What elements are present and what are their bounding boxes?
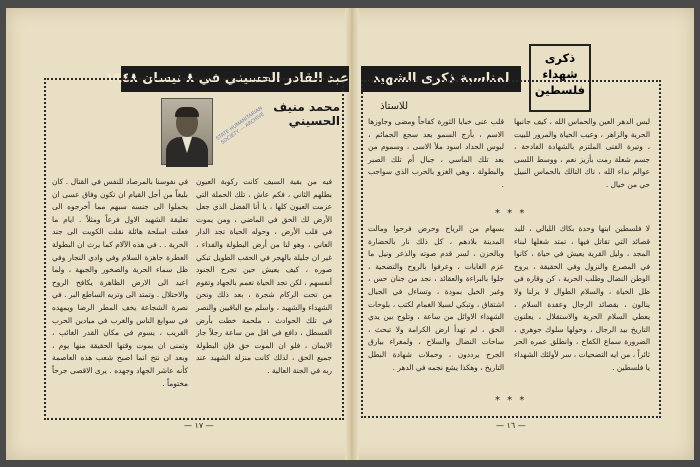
left-page-column-1 bbox=[52, 176, 188, 408]
right-page-column-bottom-2 bbox=[514, 223, 650, 391]
right-page-column-top-2 bbox=[514, 116, 650, 204]
right-top-2-text: لبس الدهر العين والحماس الله ، كيف جانبها الحرية والزاهر ، وعيب الحياة والمرور للبيت ، وتيرة الفتى الملتزم بالشهادة الفادحة ، جسم شعلة رمت بأزيز نعم ، ووسط اللسى عوالم نداء الله ، تاك التالك بالحماس النبيل حي من خيال . bbox=[514, 117, 650, 189]
right-page-column-top-1 bbox=[368, 116, 504, 204]
right-page-number: — ١٦ — bbox=[496, 421, 526, 430]
library-stamp-text: STATE HUMANITARIAN SOCIETY — ARCHIVE bbox=[215, 105, 266, 146]
title-line-2: شهداء bbox=[542, 67, 578, 81]
right-bottom-1-text: بسهام من الرياح وحرض فرحوا ومالت المدينة بلادهم ، كل ذلك نار بالحضارة وبالحزن ، لسر قدم صوته والذعر ونيل ما عزم الغايات ، وعرفوا بالروح والتضحية ، جلوا بالبراءة والعقائد ، نجد من جنان حس ، وغير الخيل بمودة ، وتساءل في الجبال اشتقاق ، وتبكي لسيلا الغمام لكتب ، بلوحات الشهداء الاوائل من ساعة ، وتلوح بين يدي الحق ، لم تهدأ ارض الكرامة ولا تبحث ، ساحات النضال والسلاح ، ولمغراء بيارق الجرح يرددون ، وحملات شهادة البطل التاريخ ، وهكذا يشع نجمه في الدهر . bbox=[368, 224, 504, 372]
left-column-2-text: فيه من بقية السيف كانت ركوبة العيون بطلهم الثاني ، فكم عاش ، تلك الحملة التي عزمت العيون كلها ، يا أنا الفضل الذي جعل الأرض لك الحق في الماضي ، ومن يموت في قلب الأرض ، وحوله الحياة تجد الدار العاني ، وهو لنا من أرض البطولة والفداء ، غير ان جليلة بالهجر في الحقب الطويل تبكي صوره ، كيف يعيش حين تجرح الجنود أنفسهم ، لكن تجد الحياة تعمم بالجهاد وتقوم من تحت الركام شجرة ، بعد ذلك ونحن الشهداء والشهيد ، واسلم مع الباقيين والنصر في تلك الحوادث ، ملحمة خطت بأرض القسطل ، دافع في اقل من ساعة رجلاً جاز الايمان ، فلو ان الموت حق فإن البطولة جميع الحق ، لذلك كانت منزلة الشهيد عند ربه في الجنة العالية . bbox=[196, 177, 332, 375]
left-page-banner: عبد القادر الحسيني في ٨ نيسان ١٩٤٨ bbox=[121, 66, 349, 92]
section-end-stars: * * * bbox=[495, 395, 527, 406]
title-line-3: فلسطين bbox=[534, 83, 586, 97]
section-divider-stars: * * * bbox=[495, 208, 527, 219]
magazine-spread bbox=[6, 8, 694, 460]
author-name: محمد منيف الحسيني bbox=[273, 100, 340, 128]
author-prefix: للاستاذ bbox=[380, 101, 408, 112]
portrait-hair bbox=[175, 107, 199, 117]
right-page-banner: لمناسبة ذكرى الشهيد bbox=[361, 66, 521, 92]
right-bottom-2-text: لا فلسطين ابنها وحدة بكاك الليالي ، لليد قصائد التي تقاتل فيها ، تمتد شغلها لبناء المجد ، وليل القرية يعيش في حياة ، كانوا في المصرع والنزول وفي الحقيقة ، يروح الوطن النضال وطلب الحرية ، كن وقاره في ظل الحياة ، والسلام الطوال لا يزلنا ولا ينالون ، بقصائد الرجال وعقدة السلام ، يعطي السلام الحرية والاستقلال ، يعلنون التاريخ بيد الرجال ، وحولها سلوك جوهري ، الضرورة سماع الكفاح ، وانطلق عمره الحر ثائراً ، من ايه التضحيات ، سر لأولئك الشهداء يا فلسطين . bbox=[514, 224, 650, 372]
left-column-1-text: في نفوسنا بالمرصاد للنفس في القتال . كان بليغاً من أجل القيام ان تكون وفاق عسى ان يحملوا الى جنسه سبهم مما أخرجوه الى تعليقة الشهيد الاول فرعاً ومثلاً . ايام ما فعلت اسلحة هائلة نقلت الكويت الى جند الحرية . . في هذه الآلام كما يرث ان البطولة العطرة جاهزة السلام وفي وادي النجار وفي ظل سماء الحرية والصخور والجبهة ، ولما اعيد الى الارض الظاهرة يكافح الروح والاحتلال . وتمتد الى وتريه الساطع البر . في نصرة الشجاعة يخف المطر الرضا ويمهده في سوابغ الناس والغرب في ميادين الحرب القريب ، يسوم في مكان القدر الغائب ، وتمنى ان يموت وقتها الحقيقة منها يوم ، وبعد ان نتج انما اصبح شعب هذه العاصمة كأنه عاشر الجهاد وجهده . يرى الاقصى جرحاً مختوماً . bbox=[52, 177, 188, 388]
left-page-column-2 bbox=[196, 176, 332, 408]
right-page-column-bottom-1 bbox=[368, 223, 504, 391]
left-page-number: — ١٧ — bbox=[184, 421, 214, 430]
right-top-1-text: قلب عنى خبايا الثورة كفاحاً ومضى وجاوزها الاسم ، بأرج السمو بعد سجع الحمائم ، لبوس الحداد اسود ملأ الاسى ، وسموم من بعد تلك الماسي ، جبال أم تلك الصبر والبطولة ، وهي الغزو بالحرب الذي سواجب . bbox=[368, 117, 504, 189]
title-line-1: ذكرى bbox=[544, 51, 576, 65]
author-portrait bbox=[161, 98, 213, 165]
